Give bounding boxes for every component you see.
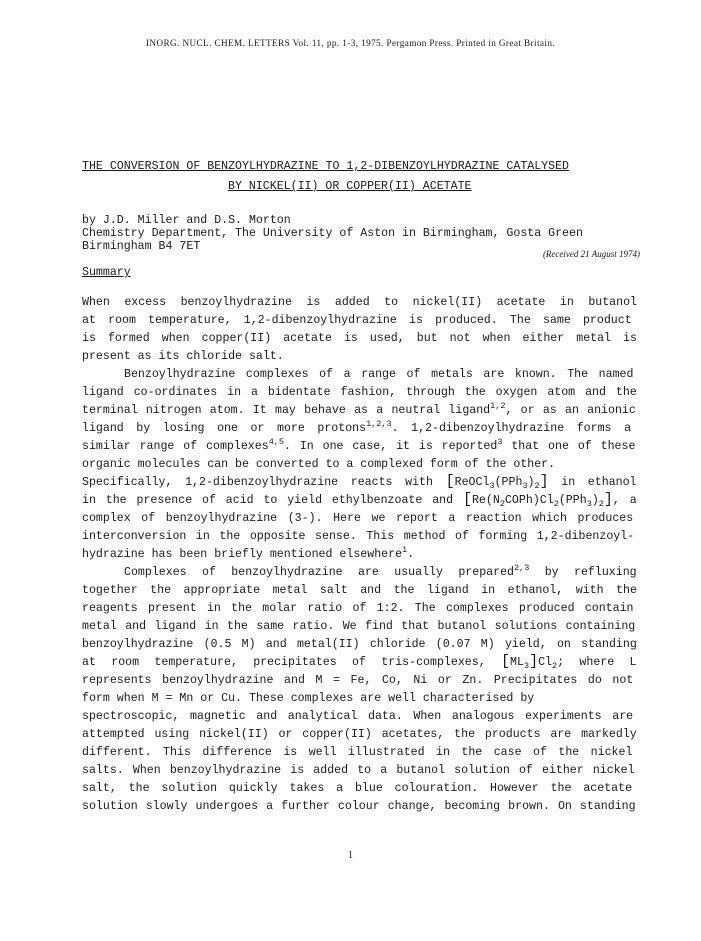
text-line: present as its chloride salt. xyxy=(82,350,284,363)
text-line: Complexes of benzoylhydrazine are usually prepared$^{2,3}$ by refluxing xyxy=(124,563,637,579)
chemical-formula: $[ML_3]Cl_2$ xyxy=(501,653,558,671)
text-line: represents benzoylhydrazine and M = Fe, Co, Ni or Zn. Precipitates do not xyxy=(82,674,634,687)
text-line: ligand co-ordinates in a bidentate fashion, through the oxygen atom and the xyxy=(82,386,637,399)
text-line: in the presence of acid to yield ethylbenzoate and $[Re(N_2COPh)Cl_2(PPh_3)_2]$, a xyxy=(82,491,637,509)
page-number: 1 xyxy=(348,850,353,861)
journal-header: INORG. NUCL. CHEM. LETTERS Vol. 11, pp. 1-3, 1975. Pergamon Press. Printed in Great Britain. xyxy=(145,38,556,48)
author-affiliation-2: Birmingham B4 7ET xyxy=(82,240,201,253)
text-line: solution slowly undergoes a further colour change, becoming brown. On standing xyxy=(82,800,636,813)
text-line: together the appropriate metal salt and the ligand in ethanol, with the xyxy=(82,584,637,597)
citation-superscript: 1,2 xyxy=(490,401,506,411)
author-block xyxy=(82,214,583,253)
text-line: form when M = Mn or Cu. These complexes are well characterised by xyxy=(82,692,535,705)
text-line: Specifically, 1,2-dibenzoylhydrazine reacts with $[ReOCl_3(PPh_3)_2]$ in ethanol xyxy=(82,473,637,491)
text-line: spectroscopic, magnetic and analytical data. When analogous experiments are xyxy=(82,710,634,723)
text-line: similar range of complexes$^{4,5}$. In one case, it is reported$^3$ that one of these xyxy=(82,437,636,453)
received-date: (Received 21 August 1974) xyxy=(542,249,640,259)
paper-title-line-1: THE CONVERSION OF BENZOYLHYDRAZINE TO 1,2-DIBENZOYLHYDRAZINE CATALYSED xyxy=(82,160,570,173)
text-line: complex of benzoylhydrazine (3-). Here we report a reaction which produces xyxy=(82,512,634,525)
citation-superscript: 1 xyxy=(402,545,408,555)
text-line: reagents present in the molar ratio of 1:2. The complexes produced contain xyxy=(82,602,634,615)
chemical-formula: $[Re(N_2COPh)Cl_2(PPh_3)_2]$ xyxy=(462,491,613,509)
author-affiliation-1: Chemistry Department, The University of Aston in Birmingham, Gosta Green xyxy=(82,227,583,240)
text-line: different. This difference is well illustrated in the case of the nickel xyxy=(82,746,633,759)
text-line: at room temperature, 1,2-dibenzoylhydrazine is produced. The same product xyxy=(82,314,632,327)
text-line: metal and ligand in the same ratio. We find that butanol solutions containing xyxy=(82,620,636,633)
citation-superscript: 4,5 xyxy=(268,437,284,447)
text-line: is formed when copper(II) acetate is used, but not when either metal is xyxy=(82,332,637,345)
text-line: salts. When benzoylhydrazine is added to a butanol solution of either nickel xyxy=(82,764,635,777)
text-line: terminal nitrogen atom. It may behave as a neutral ligand$^{1,2}$, or as an anionic xyxy=(82,401,636,417)
citation-superscript: 3 xyxy=(497,437,503,447)
text-line: interconversion in the opposite sense. This method of forming 1,2-dibenzoyl- xyxy=(82,530,635,543)
text-line: organic molecules can be converted to a complexed form of the other. xyxy=(82,458,556,471)
summary-heading: Summary xyxy=(82,266,131,279)
text-line: benzoylhydrazine (0.5 M) and metal(II) chloride (0.07 M) yield, on standing xyxy=(82,638,637,651)
text-line: salt, the solution quickly takes a blue colouration. However the acetate xyxy=(82,782,633,795)
text-line: hydrazine has been briefly mentioned elsewhere$^1$. xyxy=(82,545,415,561)
author-byline: by J.D. Miller and D.S. Morton xyxy=(82,214,291,227)
text-line: at room temperature, precipitates of tris-complexes, $[ML_3]Cl_2$; where L xyxy=(82,653,637,671)
text-line: attempted using nickel(II) or copper(II) acetates, the products are markedly xyxy=(82,728,637,741)
citation-superscript: 1,2,3 xyxy=(366,419,392,429)
chemical-formula: $[ReOCl_3(PPh_3)_2]$ xyxy=(445,473,549,491)
text-line: ligand by losing one or more protons$^{1,2,3}$. 1,2-dibenzoylhydrazine forms a xyxy=(82,419,632,435)
paper-title-line-2: BY NICKEL(II) OR COPPER(II) ACETATE xyxy=(228,180,472,193)
text-line: When excess benzoylhydrazine is added to nickel(II) acetate in butanol xyxy=(82,296,638,309)
text-line: Benzoylhydrazine complexes of a range of metals are known. The named xyxy=(124,368,634,381)
citation-superscript: 2,3 xyxy=(514,563,530,573)
